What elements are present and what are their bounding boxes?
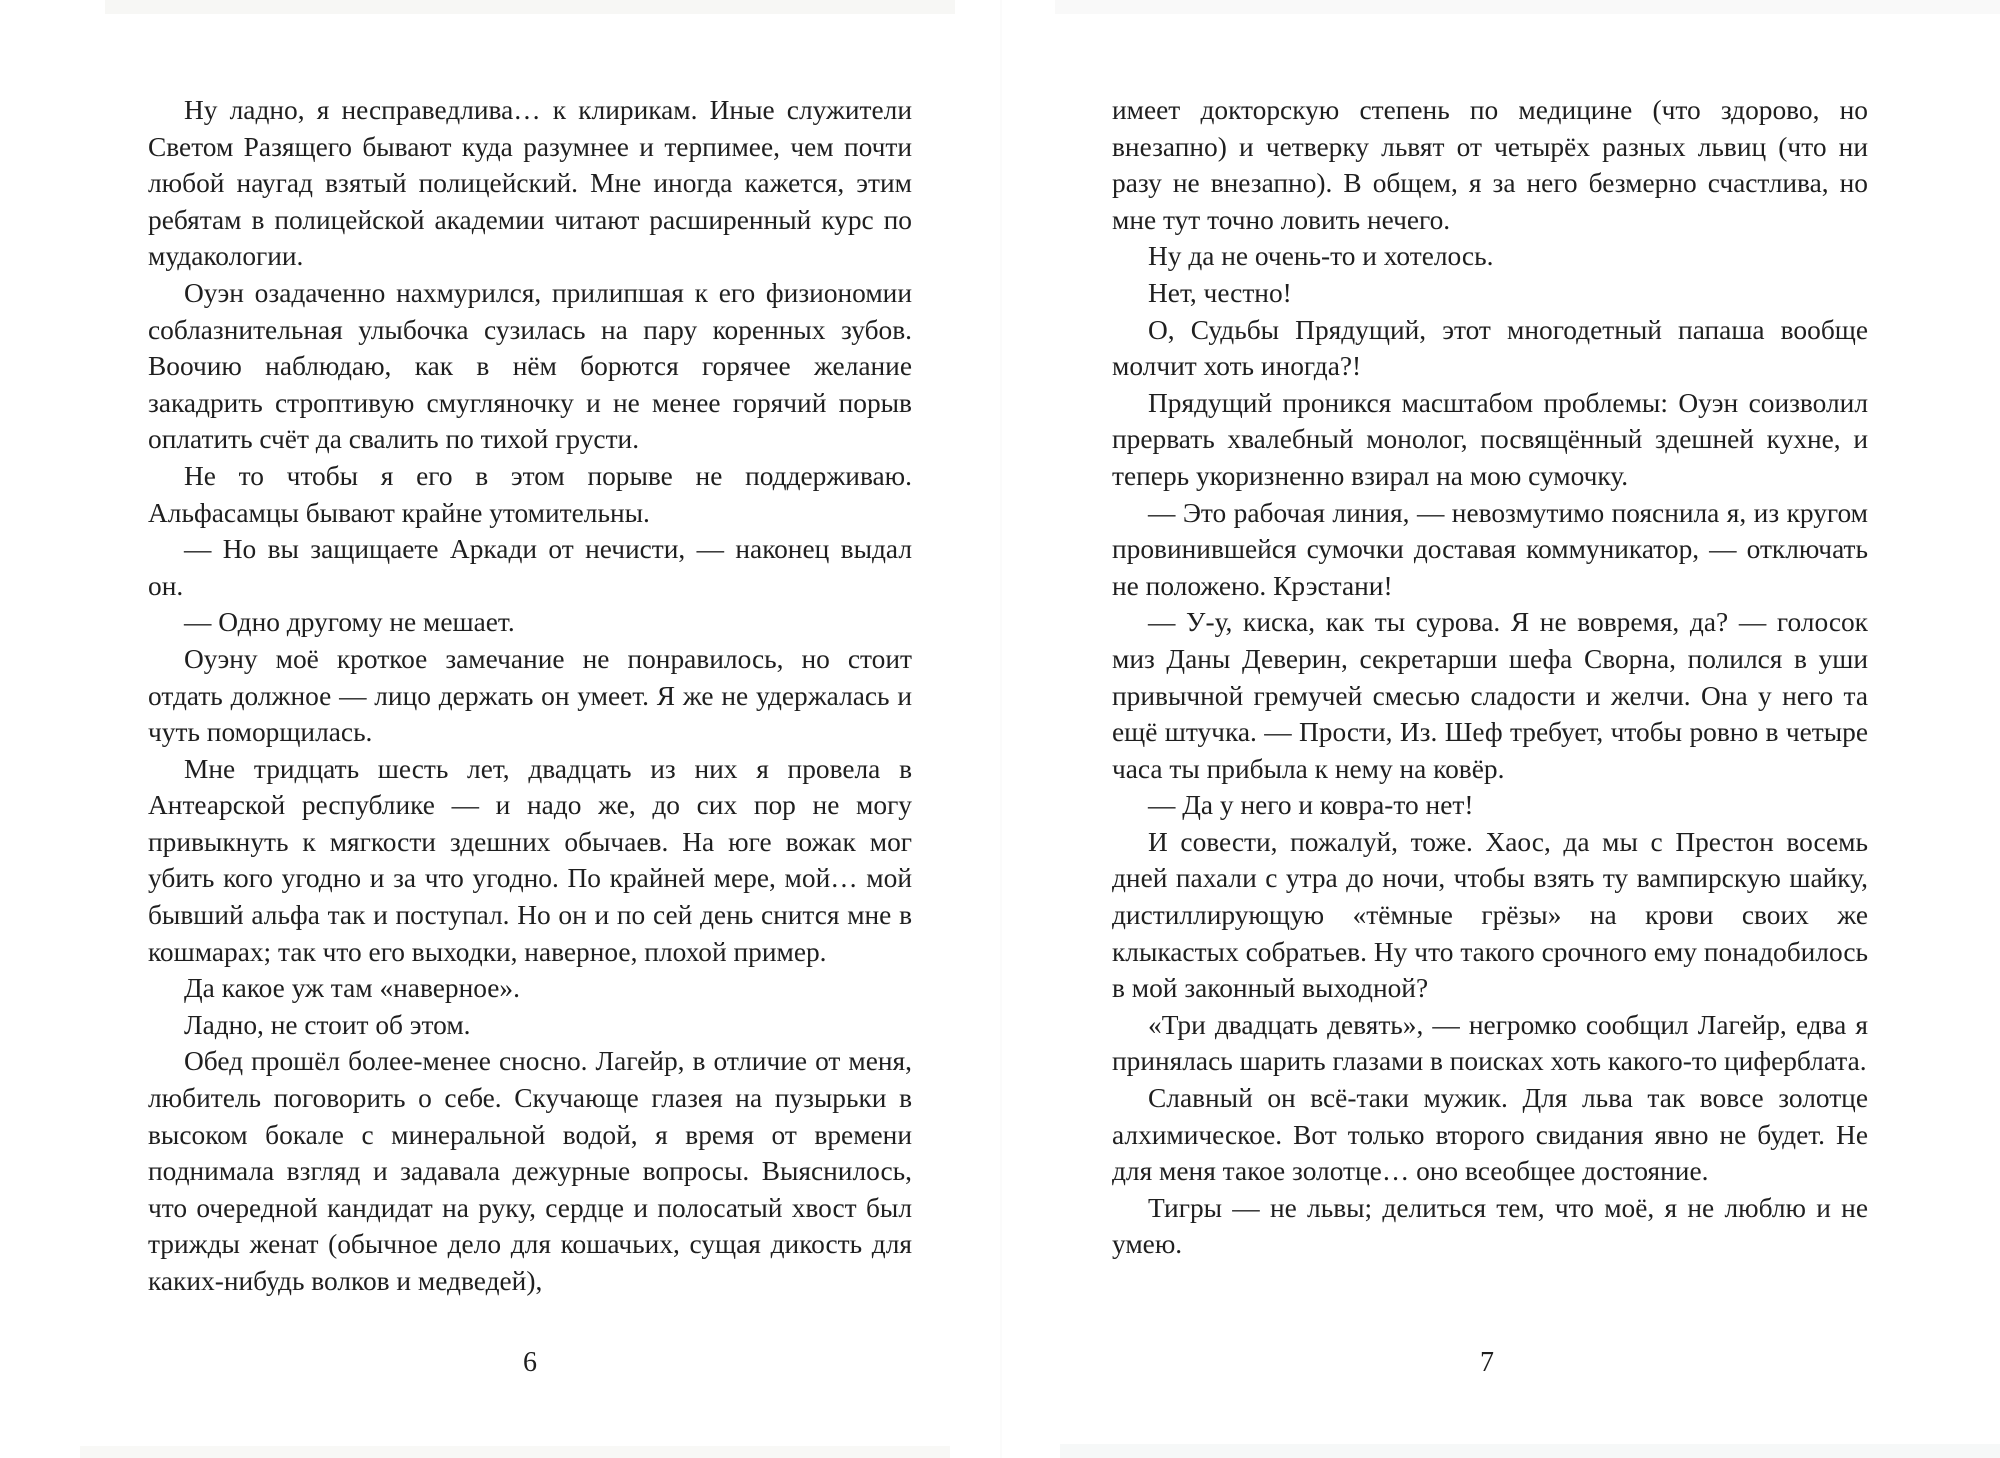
scan-edge-top-right bbox=[1055, 0, 2000, 14]
paragraph: О, Судьбы Прядущий, этот многодетный папаша вообще молчит хоть иногда?! bbox=[1112, 314, 1868, 382]
paragraph: Да какое уж там «наверное». bbox=[184, 973, 520, 1004]
paragraph: — Но вы защищаете Аркади от нечисти, — наконец выдал он. bbox=[148, 534, 912, 601]
paragraph: Тигры — не львы; делиться тем, что моё, я не люблю и не умею. bbox=[1112, 1192, 1868, 1260]
scan-edge-top-left bbox=[105, 0, 955, 14]
paragraph: Славный он всё-таки мужик. Для льва так вовсе золотце алхимическое. Вот только второго свидания явно не будет. Не для меня такое золотце… оно всеобщее достояние. bbox=[1112, 1083, 1868, 1187]
paragraph: «Три двадцать девять», — негромко сообщил Лагейр, едва я принялась шарить глазами в поисках хоть какого-то циферблата. bbox=[1112, 1009, 1868, 1077]
paragraph: Не то чтобы я его в этом порыве не поддерживаю. Альфасамцы бывают крайне утомительны. bbox=[148, 460, 912, 528]
left-page-body bbox=[148, 92, 912, 1300]
paragraph: — У-у, киска, как ты сурова. Я не вовремя, да? — голосок миз Даны Деверин, секретарши шефа Сворна, полился в уши привычной гремучей смесью сладости и желчи. Она у него та ещё штучка. — Прости, Из. Шеф требует, чтобы ровно в четыре часа ты прибыла к нему на ковёр. bbox=[1112, 607, 1868, 784]
paragraph: Мне тридцать шесть лет, двадцать из них я провела в Антеарской республике — и надо же, до сих пор не могу привыкнуть к мягкости здешних обычаев. На юге вожак мог убить кого угодно и за что угодно. По крайней мере, мой… мой бывший альфа так и поступал. Но он и по сей день снится мне в кошмарах; так что его выходки, наверное, плохой пример. bbox=[148, 753, 912, 967]
paragraph: Нет, честно! bbox=[1148, 277, 1292, 308]
continued-paragraph: имеет докторскую степень по медицине (что здорово, но внезапно) и четверку львят от четырёх разных львиц (что ни разу не внезапно). В общем, я за него безмерно счастлива, но мне тут точно ловить нечего. bbox=[1112, 95, 1868, 235]
paragraph: Прядущий проникся масштабом проблемы: Оуэн соизволил прервать хвалебный монолог, посвящённый здешней кухне, и теперь укоризненно взирал на мою сумочку. bbox=[1112, 387, 1868, 491]
paragraph: Оуэну моё кроткое замечание не понравилось, но стоит отдать должное — лицо держать он умеет. Я же не удержалась и чуть поморщилась. bbox=[148, 643, 912, 748]
paragraph: Обед прошёл более-менее сносно. Лагейр, в отличие от меня, любитель поговорить о себе. Скучающе глазея на пузырьки в высоком бокале с минеральной водой, я время от времени поднимала взгляд и задавала дежурные вопросы. Выяснилось, что очередной кандидат на руку, сердце и полосатый хвост был трижды женат (обычное дело для кошачьих, сущая дикость для каких-нибудь волков и медведей), bbox=[148, 1046, 912, 1296]
scan-edge-bottom-left bbox=[80, 1446, 950, 1458]
paragraph: Ладно, не стоит об этом. bbox=[184, 1009, 471, 1040]
paragraph: — Одно другому не мешает. bbox=[184, 607, 515, 638]
page-number-right: 7 bbox=[1480, 1347, 1494, 1378]
right-page-body bbox=[1112, 92, 1868, 1263]
paragraph: — Да у него и ковра-то нет! bbox=[1148, 790, 1474, 821]
page-number-left: 6 bbox=[523, 1347, 537, 1378]
paragraph: — Это рабочая линия, — невозмутимо пояснила я, из кругом провинившейся сумочки доставая коммуникатор, — отключать не положено. Крэстани! bbox=[1112, 497, 1868, 601]
page-gutter bbox=[1000, 0, 1002, 1458]
scan-edge-bottom-right bbox=[1060, 1444, 2000, 1458]
paragraph: Ну да не очень-то и хотелось. bbox=[1148, 241, 1494, 272]
paragraph: И совести, пожалуй, тоже. Хаос, да мы с Престон восемь дней пахали с утра до ночи, чтобы взять ту вампирскую шайку, дистиллирующую «тёмные грёзы» на крови своих же клыкастых собратьев. Ну что такого срочного ему понадобилось в мой законный выходной? bbox=[1112, 826, 1868, 1004]
paragraph: Оуэн озадаченно нахмурился, прилипшая к его физиономии соблазнительная улыбочка сузилась на пару коренных зубов. Воочию наблюдаю, как в нём борются горячее желание закадрить строптивую смугляночку и не менее горячий порыв оплатить счёт да свалить по тихой грусти. bbox=[148, 277, 912, 455]
paragraph: Ну ладно, я несправедлива… к клирикам. Иные служители Светом Разящего бывают куда разумнее и терпимее, чем почти любой наугад взятый полицейский. Мне иногда кажется, этим ребятам в полицейской академии читают расширенный курс по мудакологии. bbox=[148, 95, 912, 272]
